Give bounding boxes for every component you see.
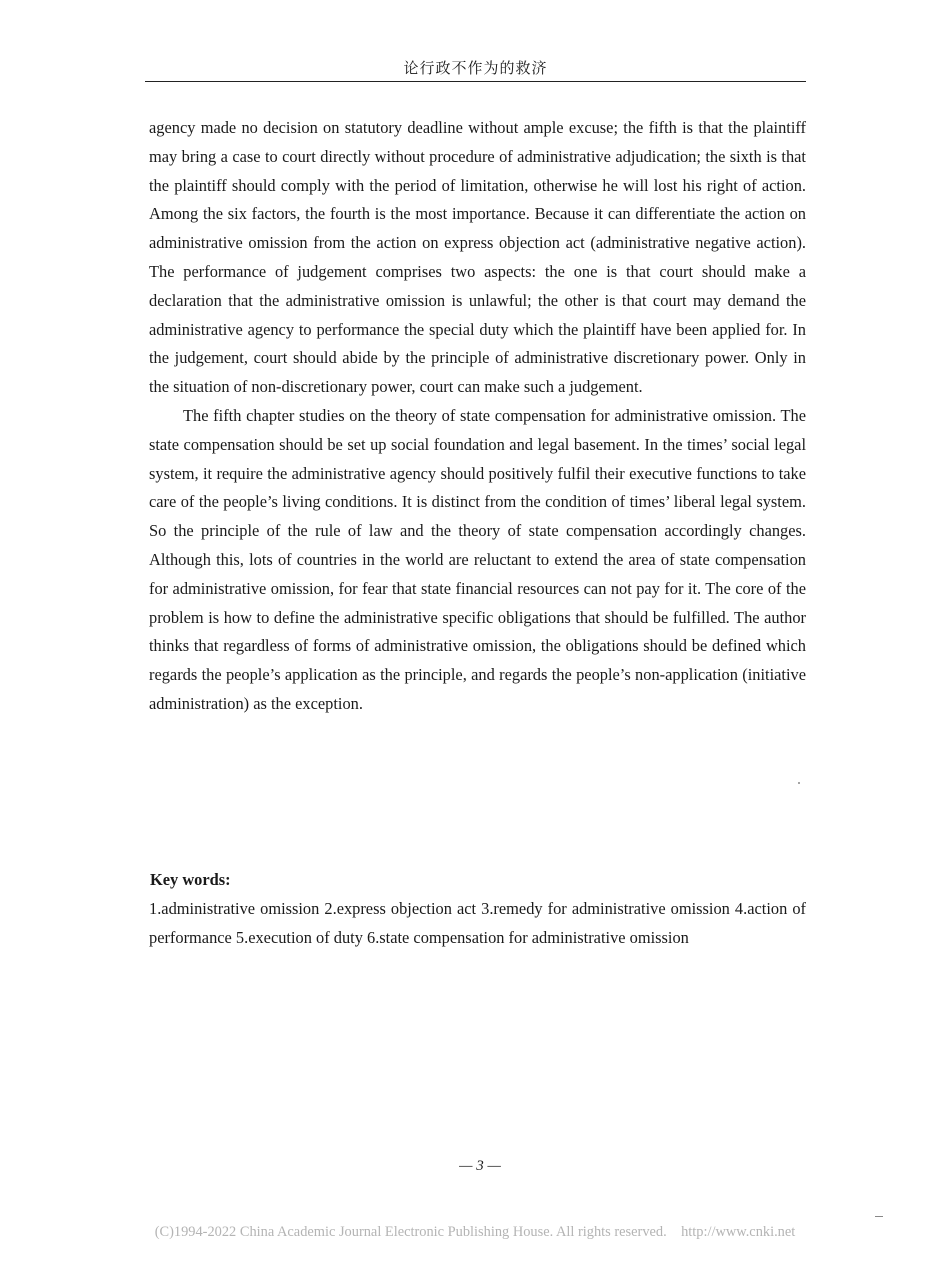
scan-speck — [875, 1216, 883, 1217]
running-header: 论行政不作为的救济 — [403, 59, 548, 77]
page-number: — 3 — — [459, 1158, 501, 1174]
keywords-list: 1.administrative omission 2.express objection act 3.remedy for administrative omission 4.action of performance 5.execution of duty 6.state compensation for administrative omission — [149, 899, 806, 947]
paragraph-fifth-chapter: The fifth chapter studies on the theory of state compensation for administrative omission. The state compensation should be set up social foundation and legal basement. In the times’ social legal system, it require the administrative agency should positively fulfil their executive functions to take care of the people’s living conditions. It is distinct from the condition of times’ liberal legal system. So the principle of the rule of law and the theory of state compensation accordingly changes. Although this, lots of countries in the world are reluctant to extend the area of state compensation for administrative omission, for fear that state financial resources can not pay for it. The core of the problem is how to define the administrative specific obligations that should be fulfilled. The author thinks that regardless of forms of administrative omission, the obligations should be defined which regards the people’s application as the principle, and regards the people’s non-application (initiative administration) as the exception. — [149, 405, 806, 713]
paragraph-continued: agency made no decision on statutory deadline without ample excuse; the fifth is that the plaintiff may bring a case to court directly without procedure of administrative adjudication; the sixth is that the plaintiff should comply with the period of limitation, otherwise he will lost his right of action. Among the six factors, the fourth is the most importance. Because it can differentiate the action on administrative omission from the action on express objection act (administrative negative action). The performance of judgement comprises two aspects: the one is that court should make a declaration that the administrative omission is unlawful; the other is that court may demand the administrative agency to performance the special duty which the plaintiff have been applied for. In the judgement, court should abide by the principle of administrative discretionary power. Only in the situation of non-discretionary power, court can make such a judgement. — [149, 118, 806, 397]
header-rule — [145, 81, 806, 82]
scan-speck — [798, 782, 800, 784]
copyright-notice: (C)1994-2022 China Academic Journal Electronic Publishing House. All rights reserved. http://www.cnki.net — [154, 1224, 796, 1240]
keywords-heading: Key words: — [150, 870, 231, 889]
abstract-body — [149, 114, 806, 719]
